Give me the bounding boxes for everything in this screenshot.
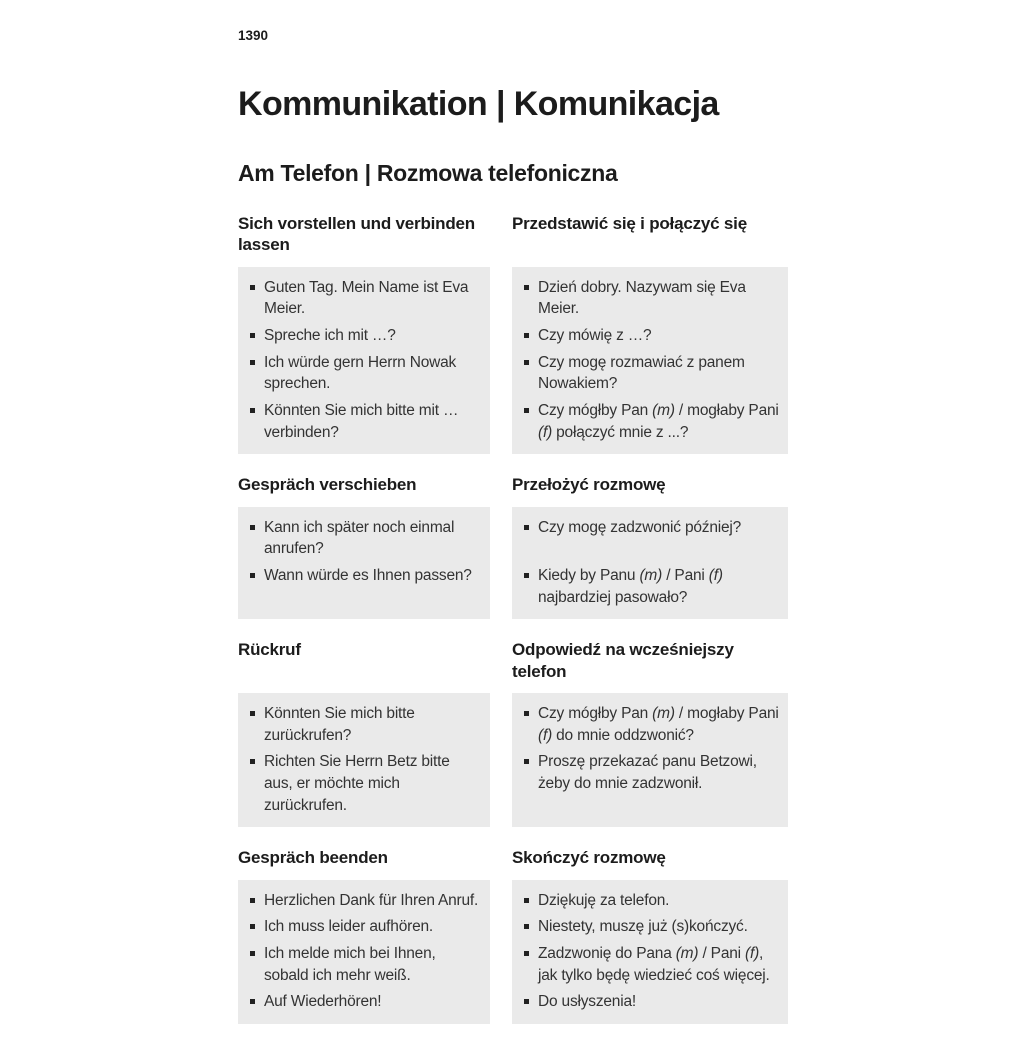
phrase-text-de: Auf Wiederhören!	[264, 993, 382, 1011]
phrase-text-de: Ich melde mich bei Ihnen, sobald ich mehr weiß.	[264, 944, 436, 984]
square-bullet-icon	[524, 360, 529, 365]
phrase-cell-pl	[512, 267, 788, 323]
phrase-cell-pl	[512, 749, 788, 827]
phrase-cell-de	[238, 941, 490, 989]
phrase-section-0	[238, 193, 788, 454]
square-bullet-icon	[524, 924, 529, 929]
phrase-text-de: Guten Tag. Mein Name ist Eva Meier.	[264, 278, 469, 318]
phrase-cell-pl	[512, 323, 788, 350]
phrase-cell-de	[238, 563, 490, 619]
section-heading-pl: Odpowiedź na wcześniejszy telefon	[512, 640, 734, 681]
square-bullet-icon	[250, 759, 255, 764]
phrase-cell-de	[238, 749, 490, 827]
phrase-cell-pl	[512, 941, 788, 989]
phrase-text-pl: Do usłyszenia!	[538, 993, 636, 1011]
phrase-text-de: Kann ich später noch einmal anrufen?	[264, 518, 455, 558]
phrase-text-pl: Czy mówię z …?	[538, 326, 652, 344]
square-bullet-icon	[250, 360, 255, 365]
phrase-text-de: Könnten Sie mich bitte mit … verbinden?	[264, 401, 459, 441]
section-heading-de: Rückruf	[238, 640, 301, 660]
square-bullet-icon	[250, 285, 255, 290]
section-heading-pl: Skończyć rozmowę	[512, 848, 666, 868]
phrase-cell-pl	[512, 563, 788, 619]
phrase-cell-pl	[512, 880, 788, 915]
phrase-cell-de	[238, 880, 490, 915]
square-bullet-icon	[250, 408, 255, 413]
phrase-text-pl: Kiedy by Panu (m) / Pani (f) najbardziej pasowało?	[538, 566, 723, 606]
phrase-cell-pl	[512, 989, 788, 1024]
square-bullet-icon	[250, 333, 255, 338]
phrase-cell-de	[238, 350, 490, 398]
topic-title: Am Telefon | Rozmowa telefoniczna	[238, 160, 618, 186]
phrase-text-pl: Zadzwonię do Pana (m) / Pani (f), jak tylko będę wiedzieć coś więcej.	[538, 944, 770, 984]
phrase-text-de: Ich würde gern Herrn Nowak sprechen.	[264, 353, 457, 393]
square-bullet-icon	[250, 999, 255, 1004]
square-bullet-icon	[250, 924, 255, 929]
phrase-cell-de	[238, 693, 490, 749]
phrase-text-de: Könnten Sie mich bitte zurückrufen?	[264, 704, 415, 744]
phrase-text-de: Wann würde es Ihnen passen?	[264, 566, 472, 584]
square-bullet-icon	[250, 525, 255, 530]
phrase-cell-pl	[512, 507, 788, 563]
phrase-text-pl: Czy mogę rozmawiać z panem Nowakiem?	[538, 353, 745, 393]
phrase-cell-de	[238, 914, 490, 941]
square-bullet-icon	[524, 951, 529, 956]
phrase-text-pl: Dzień dobry. Nazywam się Eva Meier.	[538, 278, 746, 318]
phrase-section-1	[238, 454, 788, 619]
phrase-text-pl: Czy mógłby Pan (m) / mogłaby Pani (f) połączyć mnie z ...?	[538, 401, 779, 441]
square-bullet-icon	[250, 951, 255, 956]
phrase-section-3	[238, 827, 788, 1024]
phrase-sections	[238, 193, 788, 1024]
phrase-text-pl: Proszę przekazać panu Betzowi, żeby do mnie zadzwonił.	[538, 753, 757, 792]
section-heading-de: Gespräch beenden	[238, 848, 388, 868]
phrase-text-de: Herzlichen Dank für Ihren Anruf.	[264, 891, 479, 909]
phrase-text-de: Richten Sie Herrn Betz bitte aus, er möchte mich zurückrufen.	[264, 753, 450, 814]
phrase-text-pl: Czy mógłby Pan (m) / mogłaby Pani (f) do mnie oddzwonić?	[538, 704, 779, 744]
square-bullet-icon	[524, 525, 529, 530]
phrase-section-2	[238, 619, 788, 827]
chapter-title: Kommunikation | Komunikacja	[238, 85, 719, 123]
phrase-text-de: Ich muss leider aufhören.	[264, 918, 434, 936]
phrase-cell-pl	[512, 350, 788, 398]
phrase-cell-pl	[512, 398, 788, 454]
phrase-text-pl: Dziękuję za telefon.	[538, 891, 670, 909]
square-bullet-icon	[524, 711, 529, 716]
book-page	[238, 28, 788, 1024]
square-bullet-icon	[524, 285, 529, 290]
phrase-text-pl: Niestety, muszę już (s)kończyć.	[538, 918, 748, 936]
phrase-text-de: Spreche ich mit …?	[264, 326, 396, 344]
square-bullet-icon	[524, 898, 529, 903]
section-heading-pl: Przedstawić się i połączyć się	[512, 214, 747, 233]
page-number: 1390	[238, 28, 269, 43]
square-bullet-icon	[524, 573, 529, 578]
section-heading-de: Sich vorstellen und verbinden lassen	[238, 214, 475, 255]
section-heading-de: Gespräch verschieben	[238, 475, 417, 495]
section-heading-pl: Przełożyć rozmowę	[512, 475, 666, 495]
square-bullet-icon	[524, 999, 529, 1004]
phrase-cell-de	[238, 398, 490, 454]
phrase-cell-pl	[512, 914, 788, 941]
phrase-cell-de	[238, 267, 490, 323]
square-bullet-icon	[524, 408, 529, 413]
square-bullet-icon	[250, 898, 255, 903]
phrase-cell-de	[238, 989, 490, 1024]
square-bullet-icon	[250, 711, 255, 716]
phrase-cell-de	[238, 323, 490, 350]
square-bullet-icon	[524, 333, 529, 338]
phrase-text-pl: Czy mogę zadzwonić później?	[538, 518, 742, 536]
phrase-cell-pl	[512, 693, 788, 749]
square-bullet-icon	[250, 573, 255, 578]
square-bullet-icon	[524, 759, 529, 764]
phrase-cell-de	[238, 507, 490, 563]
